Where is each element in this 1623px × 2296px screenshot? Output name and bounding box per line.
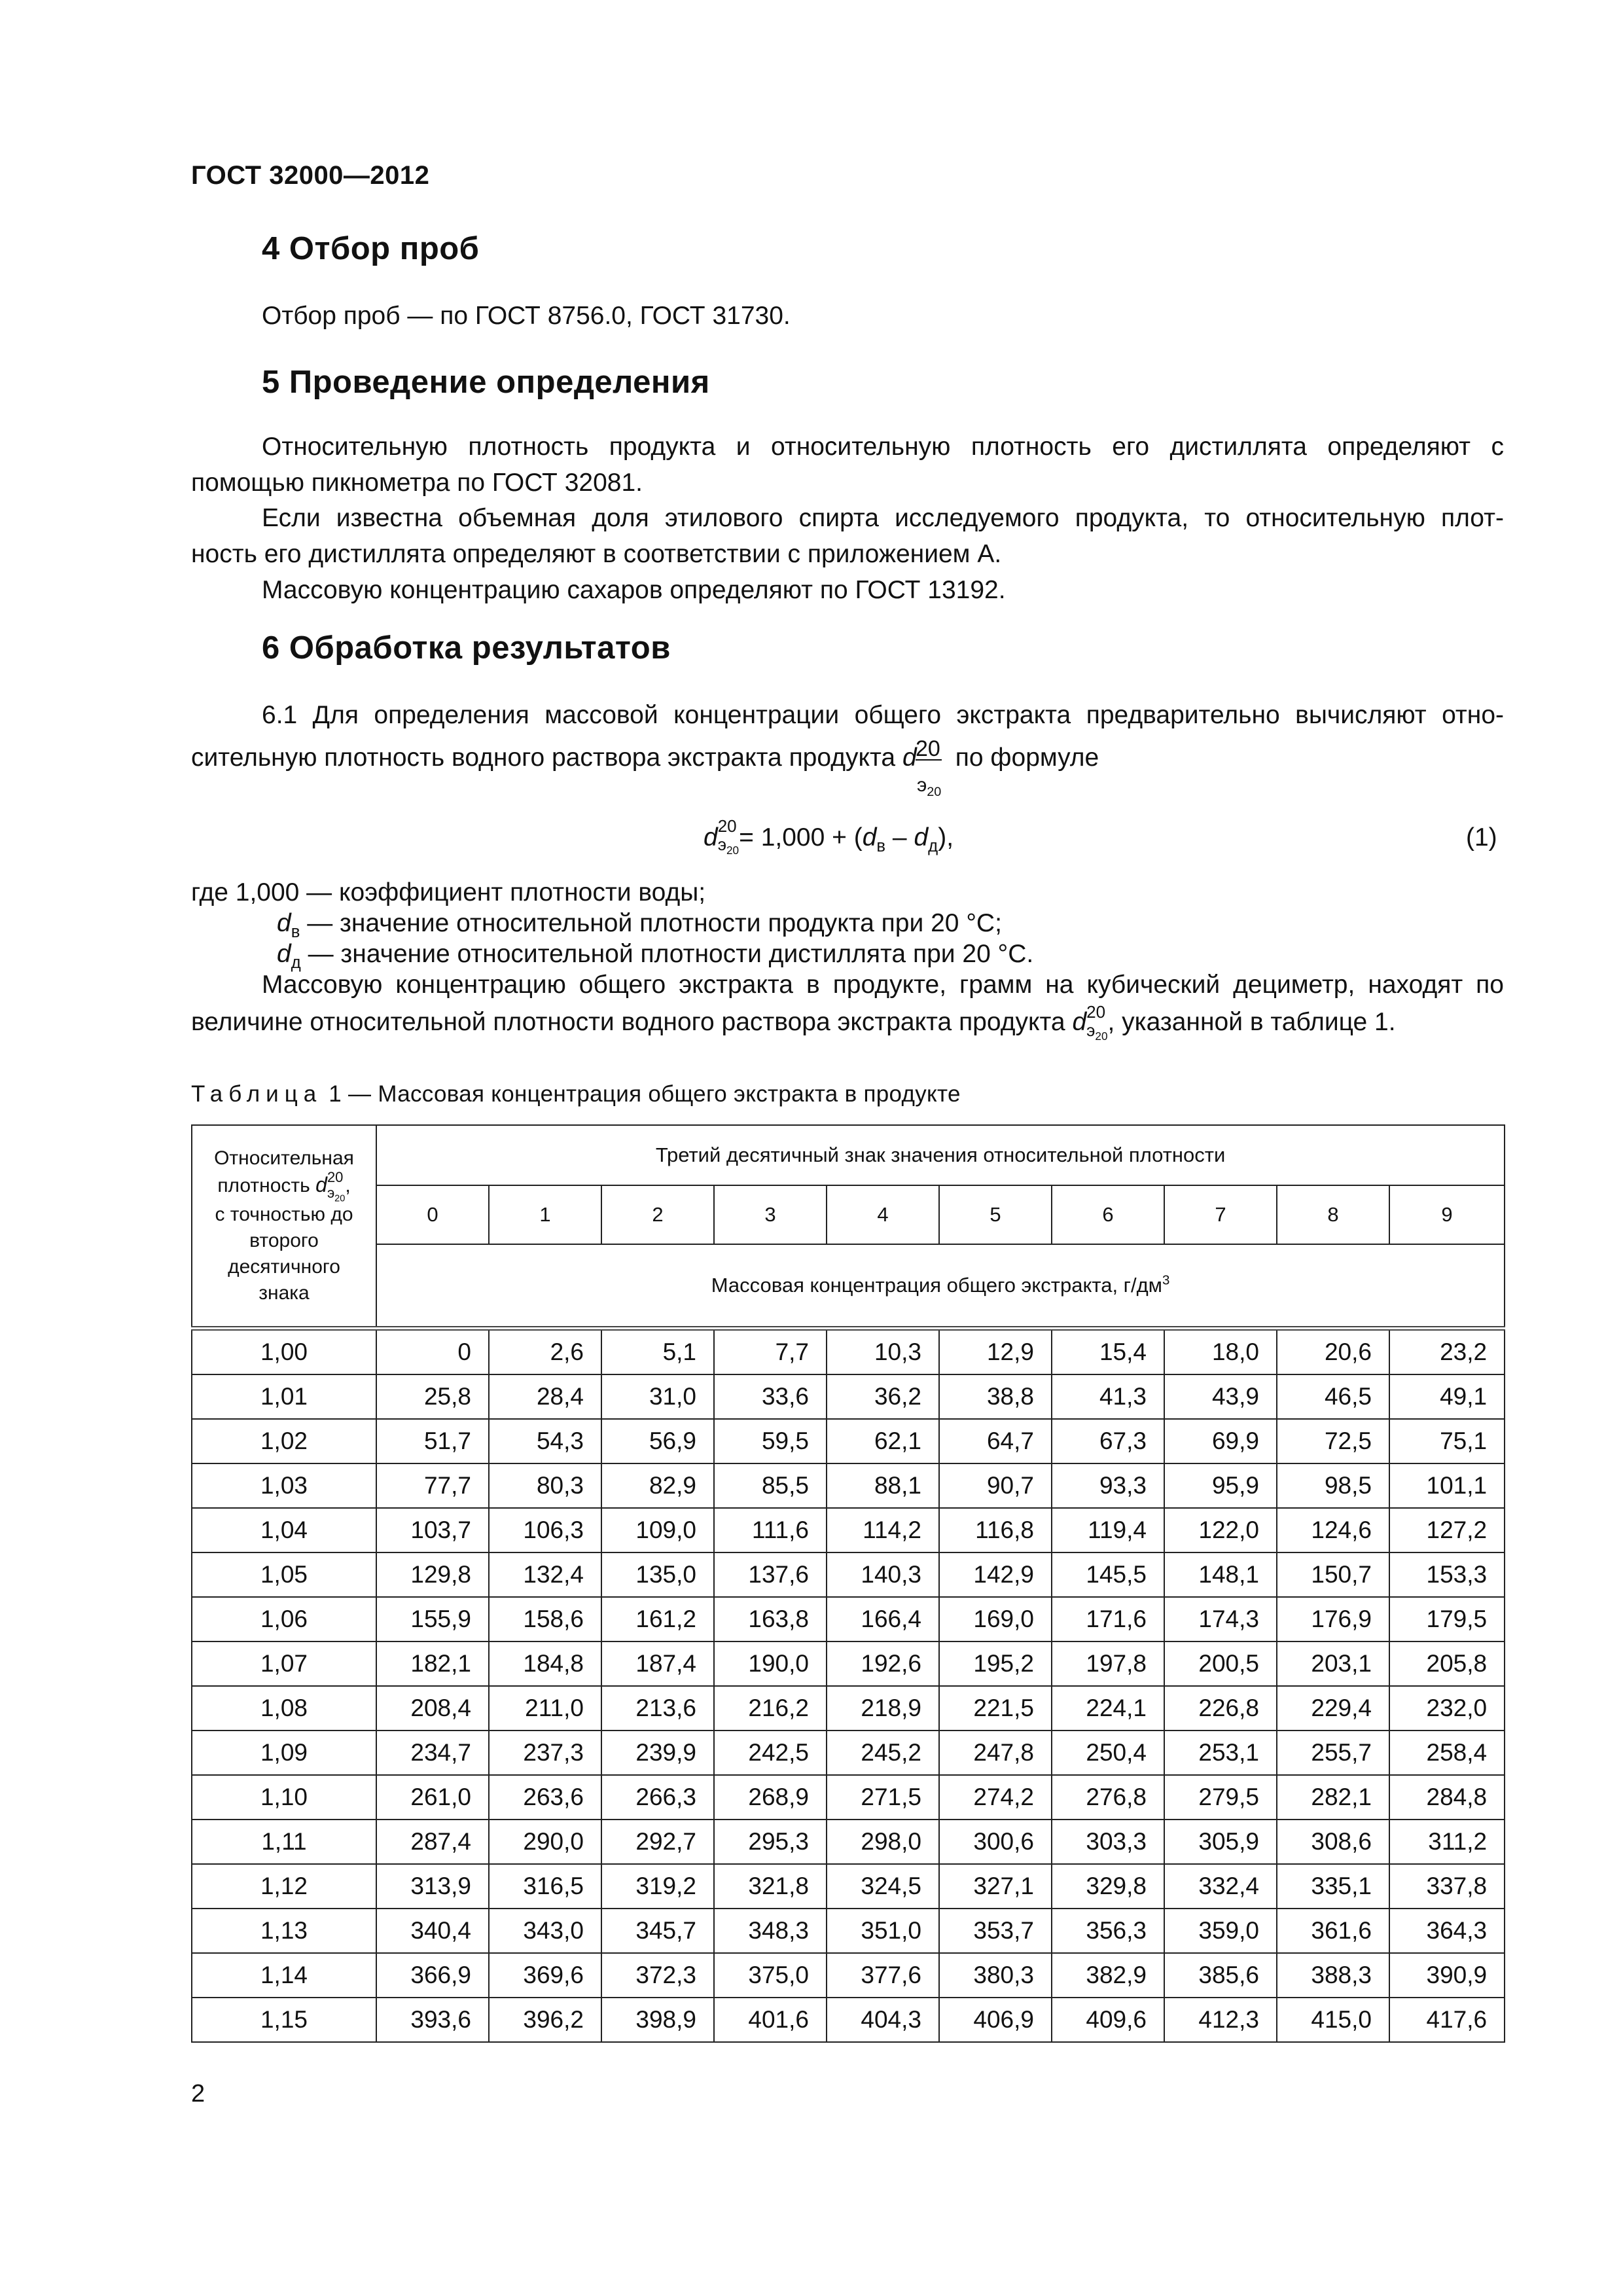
section-5-p2-line1: Если известна объемная доля этилового спирта исследуемого продукта, то относительную плот- — [262, 504, 1504, 532]
section-5-p3: Массовую концентрацию сахаров определяют по ГОСТ 13192. — [262, 576, 1006, 604]
concentration-cell: 195,2 — [939, 1641, 1052, 1686]
table-row — [192, 1998, 1505, 2042]
density-cell: 1,04 — [192, 1508, 376, 1552]
concentration-cell: 271,5 — [827, 1775, 939, 1820]
table-row — [192, 1686, 1505, 1731]
concentration-cell: 211,0 — [489, 1686, 601, 1731]
concentration-cell: 316,5 — [489, 1864, 601, 1909]
concentration-cell: 23,2 — [1389, 1328, 1505, 1374]
concentration-cell: 0 — [376, 1328, 489, 1374]
concentration-cell: 268,9 — [714, 1775, 827, 1820]
digit-header: 0 — [376, 1185, 489, 1244]
concentration-cell: 20,6 — [1277, 1328, 1389, 1374]
section-6-title: 6 Обработка результатов — [262, 630, 671, 666]
concentration-cell: 242,5 — [714, 1731, 827, 1775]
concentration-cell: 124,6 — [1277, 1508, 1389, 1552]
concentration-cell: 295,3 — [714, 1820, 827, 1864]
digit-header: 9 — [1389, 1185, 1505, 1244]
extract-concentration-table — [191, 1124, 1505, 2043]
concentration-cell: 292,7 — [601, 1820, 714, 1864]
density-cell: 1,08 — [192, 1686, 376, 1731]
concentration-cell: 114,2 — [827, 1508, 939, 1552]
paragraph-6-1-line1: 6.1 Для определения массовой концентрации общего экстракта предварительно вычисляют отно- — [262, 701, 1504, 729]
concentration-cell: 229,4 — [1277, 1686, 1389, 1731]
table-row — [192, 1508, 1505, 1552]
table-row — [192, 1328, 1505, 1374]
concentration-cell: 417,6 — [1389, 1998, 1505, 2042]
third-decimal-header: Третий десятичный знак значения относительной плотности — [376, 1125, 1505, 1185]
concentration-cell: 375,0 — [714, 1953, 827, 1998]
concentration-cell: 335,1 — [1277, 1864, 1389, 1909]
concentration-cell: 311,2 — [1389, 1820, 1505, 1864]
section-5-title: 5 Проведение определения — [262, 365, 710, 400]
table-row — [192, 1820, 1505, 1864]
concentration-cell: 253,1 — [1164, 1731, 1277, 1775]
concentration-cell: 43,9 — [1164, 1374, 1277, 1419]
concentration-cell: 46,5 — [1277, 1374, 1389, 1419]
concentration-cell: 356,3 — [1052, 1909, 1164, 1953]
concentration-cell: 12,9 — [939, 1328, 1052, 1374]
concentration-cell: 390,9 — [1389, 1953, 1505, 1998]
formula-number: (1) — [1466, 823, 1497, 852]
concentration-cell: 190,0 — [714, 1641, 827, 1686]
concentration-cell: 396,2 — [489, 1998, 601, 2042]
concentration-cell: 135,0 — [601, 1552, 714, 1597]
concentration-cell: 237,3 — [489, 1731, 601, 1775]
density-cell: 1,14 — [192, 1953, 376, 1998]
table-row — [192, 1463, 1505, 1508]
concentration-cell: 226,8 — [1164, 1686, 1277, 1731]
concentration-cell: 7,7 — [714, 1328, 827, 1374]
concentration-cell: 300,6 — [939, 1820, 1052, 1864]
concentration-cell: 279,5 — [1164, 1775, 1277, 1820]
concentration-cell: 129,8 — [376, 1552, 489, 1597]
concentration-cell: 382,9 — [1052, 1953, 1164, 1998]
concentration-cell: 59,5 — [714, 1419, 827, 1463]
concentration-cell: 85,5 — [714, 1463, 827, 1508]
concentration-cell: 179,5 — [1389, 1597, 1505, 1641]
concentration-cell: 364,3 — [1389, 1909, 1505, 1953]
concentration-cell: 385,6 — [1164, 1953, 1277, 1998]
concentration-cell: 137,6 — [714, 1552, 827, 1597]
digit-header: 6 — [1052, 1185, 1164, 1244]
concentration-cell: 232,0 — [1389, 1686, 1505, 1731]
digit-header: 4 — [827, 1185, 939, 1244]
table-row — [192, 1864, 1505, 1909]
concentration-cell: 332,4 — [1164, 1864, 1277, 1909]
concentration-cell: 266,3 — [601, 1775, 714, 1820]
concentration-cell: 77,7 — [376, 1463, 489, 1508]
concentration-cell: 319,2 — [601, 1864, 714, 1909]
concentration-cell: 103,7 — [376, 1508, 489, 1552]
concentration-cell: 101,1 — [1389, 1463, 1505, 1508]
concentration-cell: 308,6 — [1277, 1820, 1389, 1864]
digit-header: 2 — [601, 1185, 714, 1244]
row-header-cell: Относительная плотность d 20 $э_{20}$ , с точностью до второго десятичного знака — [192, 1125, 376, 1328]
section-5-p1-line1: Относительную плотность продукта и относительную плотность его дистиллята определяют с — [262, 433, 1504, 461]
concentration-cell: 245,2 — [827, 1731, 939, 1775]
unit-header: Массовая концентрация общего экстракта, $г/дм^3$ — [376, 1244, 1505, 1328]
concentration-cell: 127,2 — [1389, 1508, 1505, 1552]
concentration-cell: 327,1 — [939, 1864, 1052, 1909]
concentration-cell: 239,9 — [601, 1731, 714, 1775]
concentration-cell: 155,9 — [376, 1597, 489, 1641]
density-cell: 1,11 — [192, 1820, 376, 1864]
concentration-cell: 303,3 — [1052, 1820, 1164, 1864]
document-header: ГОСТ 32000—2012 — [191, 161, 430, 190]
concentration-cell: 88,1 — [827, 1463, 939, 1508]
digit-header: 3 — [714, 1185, 827, 1244]
concentration-cell: 287,4 — [376, 1820, 489, 1864]
concentration-cell: 261,0 — [376, 1775, 489, 1820]
concentration-cell: 140,3 — [827, 1552, 939, 1597]
table-row — [192, 1953, 1505, 1998]
paragraph-6-2-line2: величине относительной плотности водного раствора экстракта продукта d 20 $э_{20}$ , указанной в таблице 1. — [191, 1001, 1396, 1043]
concentration-cell: 348,3 — [714, 1909, 827, 1953]
concentration-cell: 187,4 — [601, 1641, 714, 1686]
concentration-cell: 106,3 — [489, 1508, 601, 1552]
paragraph-6-2-line1: Массовую концентрацию общего экстракта в продукте, грамм на кубический дециметр, находят по — [262, 971, 1504, 999]
concentration-cell: 298,0 — [827, 1820, 939, 1864]
density-cell: 1,10 — [192, 1775, 376, 1820]
concentration-cell: 313,9 — [376, 1864, 489, 1909]
concentration-cell: 38,8 — [939, 1374, 1052, 1419]
concentration-cell: 161,2 — [601, 1597, 714, 1641]
table-row — [192, 1731, 1505, 1775]
digit-header: 1 — [489, 1185, 601, 1244]
concentration-cell: 208,4 — [376, 1686, 489, 1731]
digit-header-row — [192, 1185, 1505, 1244]
concentration-cell: 5,1 — [601, 1328, 714, 1374]
concentration-cell: 372,3 — [601, 1953, 714, 1998]
concentration-cell: 404,3 — [827, 1998, 939, 2042]
concentration-cell: 109,0 — [601, 1508, 714, 1552]
concentration-cell: 166,4 — [827, 1597, 939, 1641]
concentration-cell: 321,8 — [714, 1864, 827, 1909]
table-row — [192, 1597, 1505, 1641]
concentration-cell: 412,3 — [1164, 1998, 1277, 2042]
concentration-cell: 216,2 — [714, 1686, 827, 1731]
concentration-cell: 31,0 — [601, 1374, 714, 1419]
concentration-cell: 95,9 — [1164, 1463, 1277, 1508]
concentration-cell: 409,6 — [1052, 1998, 1164, 2042]
concentration-cell: 282,1 — [1277, 1775, 1389, 1820]
concentration-cell: 284,8 — [1389, 1775, 1505, 1820]
concentration-cell: 353,7 — [939, 1909, 1052, 1953]
concentration-cell: 163,8 — [714, 1597, 827, 1641]
concentration-cell: 380,3 — [939, 1953, 1052, 1998]
section-4-title: 4 Отбор проб — [262, 231, 480, 266]
concentration-cell: 305,9 — [1164, 1820, 1277, 1864]
concentration-cell: 213,6 — [601, 1686, 714, 1731]
concentration-cell: 119,4 — [1052, 1508, 1164, 1552]
concentration-cell: 224,1 — [1052, 1686, 1164, 1731]
concentration-cell: 51,7 — [376, 1419, 489, 1463]
concentration-cell: 247,8 — [939, 1731, 1052, 1775]
concentration-cell: 174,3 — [1164, 1597, 1277, 1641]
concentration-cell: 192,6 — [827, 1641, 939, 1686]
concentration-cell: 176,9 — [1277, 1597, 1389, 1641]
table-row — [192, 1419, 1505, 1463]
concentration-cell: 64,7 — [939, 1419, 1052, 1463]
concentration-cell: 80,3 — [489, 1463, 601, 1508]
definition-dd: $d_д$ — значение относительной плотности дистиллята при 20 °С. — [277, 940, 1034, 972]
concentration-cell: 218,9 — [827, 1686, 939, 1731]
density-cell: 1,05 — [192, 1552, 376, 1597]
concentration-cell: 67,3 — [1052, 1419, 1164, 1463]
concentration-cell: 340,4 — [376, 1909, 489, 1953]
concentration-cell: 62,1 — [827, 1419, 939, 1463]
concentration-cell: 234,7 — [376, 1731, 489, 1775]
concentration-cell: 75,1 — [1389, 1419, 1505, 1463]
concentration-cell: 369,6 — [489, 1953, 601, 1998]
concentration-cell: 401,6 — [714, 1998, 827, 2042]
density-cell: 1,09 — [192, 1731, 376, 1775]
concentration-cell: 116,8 — [939, 1508, 1052, 1552]
density-cell: 1,13 — [192, 1909, 376, 1953]
concentration-cell: 69,9 — [1164, 1419, 1277, 1463]
digit-header: 7 — [1164, 1185, 1277, 1244]
concentration-cell: 337,8 — [1389, 1864, 1505, 1909]
concentration-cell: 15,4 — [1052, 1328, 1164, 1374]
table-row — [192, 1909, 1505, 1953]
concentration-cell: 415,0 — [1277, 1998, 1389, 2042]
table-row — [192, 1775, 1505, 1820]
density-symbol: d 20 $э_{20}$ — [902, 736, 942, 799]
concentration-cell: 132,4 — [489, 1552, 601, 1597]
density-cell: 1,00 — [192, 1328, 376, 1374]
concentration-cell: 90,7 — [939, 1463, 1052, 1508]
section-5-p2-line2: ность его дистиллята определяют в соответствии с приложением А. — [191, 540, 1002, 568]
concentration-cell: 18,0 — [1164, 1328, 1277, 1374]
concentration-cell: 56,9 — [601, 1419, 714, 1463]
concentration-cell: 41,3 — [1052, 1374, 1164, 1419]
concentration-cell: 359,0 — [1164, 1909, 1277, 1953]
concentration-cell: 111,6 — [714, 1508, 827, 1552]
digit-header: 5 — [939, 1185, 1052, 1244]
concentration-cell: 250,4 — [1052, 1731, 1164, 1775]
density-cell: 1,01 — [192, 1374, 376, 1419]
concentration-cell: 145,5 — [1052, 1552, 1164, 1597]
concentration-cell: 329,8 — [1052, 1864, 1164, 1909]
concentration-cell: 148,1 — [1164, 1552, 1277, 1597]
concentration-cell: 398,9 — [601, 1998, 714, 2042]
concentration-cell: 205,8 — [1389, 1641, 1505, 1686]
concentration-cell: 406,9 — [939, 1998, 1052, 2042]
concentration-cell: 276,8 — [1052, 1775, 1164, 1820]
concentration-cell: 274,2 — [939, 1775, 1052, 1820]
section-4-text: Отбор проб — по ГОСТ 8756.0, ГОСТ 31730. — [262, 302, 791, 330]
concentration-cell: 2,6 — [489, 1328, 601, 1374]
concentration-cell: 98,5 — [1277, 1463, 1389, 1508]
concentration-cell: 150,7 — [1277, 1552, 1389, 1597]
density-cell: 1,07 — [192, 1641, 376, 1686]
concentration-cell: 200,5 — [1164, 1641, 1277, 1686]
formula-1: d 20 $э_{20}$ = $1,000 + (d_в - d_д)$, — [704, 816, 954, 857]
table-row — [192, 1641, 1505, 1686]
concentration-cell: 122,0 — [1164, 1508, 1277, 1552]
concentration-cell: 10,3 — [827, 1328, 939, 1374]
concentration-cell: 171,6 — [1052, 1597, 1164, 1641]
concentration-cell: 258,4 — [1389, 1731, 1505, 1775]
concentration-cell: 36,2 — [827, 1374, 939, 1419]
concentration-cell: 290,0 — [489, 1820, 601, 1864]
table-caption: Таблица 1 — Массовая концентрация общего экстракта в продукте — [191, 1081, 961, 1107]
concentration-cell: 343,0 — [489, 1909, 601, 1953]
concentration-cell: 169,0 — [939, 1597, 1052, 1641]
concentration-cell: 93,3 — [1052, 1463, 1164, 1508]
concentration-cell: 203,1 — [1277, 1641, 1389, 1686]
density-cell: 1,03 — [192, 1463, 376, 1508]
concentration-cell: 324,5 — [827, 1864, 939, 1909]
page-number: 2 — [191, 2080, 205, 2108]
definition-db: $d_в$ — значение относительной плотности продукта при 20 °С; — [277, 909, 1002, 941]
concentration-cell: 158,6 — [489, 1597, 601, 1641]
concentration-cell: 361,6 — [1277, 1909, 1389, 1953]
density-cell: 1,12 — [192, 1864, 376, 1909]
density-cell: 1,06 — [192, 1597, 376, 1641]
concentration-cell: 182,1 — [376, 1641, 489, 1686]
concentration-cell: 388,3 — [1277, 1953, 1389, 1998]
digit-header: 8 — [1277, 1185, 1389, 1244]
density-cell: 1,15 — [192, 1998, 376, 2042]
section-5-p1-line2: помощью пикнометра по ГОСТ 32081. — [191, 469, 643, 497]
concentration-cell: 263,6 — [489, 1775, 601, 1820]
concentration-cell: 72,5 — [1277, 1419, 1389, 1463]
where-line: где 1,000 — коэффициент плотности воды; — [191, 878, 706, 906]
concentration-cell: 221,5 — [939, 1686, 1052, 1731]
density-cell: 1,02 — [192, 1419, 376, 1463]
concentration-cell: 377,6 — [827, 1953, 939, 1998]
concentration-cell: 33,6 — [714, 1374, 827, 1419]
concentration-cell: 197,8 — [1052, 1641, 1164, 1686]
concentration-cell: 345,7 — [601, 1909, 714, 1953]
concentration-cell: 366,9 — [376, 1953, 489, 1998]
concentration-cell: 142,9 — [939, 1552, 1052, 1597]
concentration-cell: 54,3 — [489, 1419, 601, 1463]
concentration-cell: 153,3 — [1389, 1552, 1505, 1597]
concentration-cell: 49,1 — [1389, 1374, 1505, 1419]
concentration-cell: 393,6 — [376, 1998, 489, 2042]
table-row — [192, 1374, 1505, 1419]
concentration-cell: 82,9 — [601, 1463, 714, 1508]
concentration-cell: 25,8 — [376, 1374, 489, 1419]
concentration-cell: 255,7 — [1277, 1731, 1389, 1775]
concentration-cell: 28,4 — [489, 1374, 601, 1419]
paragraph-6-1-line2: сительную плотность водного раствора экстракта продукта d 20 $э_{20}$ по формуле — [191, 736, 1099, 799]
concentration-cell: 351,0 — [827, 1909, 939, 1953]
table-row — [192, 1552, 1505, 1597]
concentration-cell: 184,8 — [489, 1641, 601, 1686]
